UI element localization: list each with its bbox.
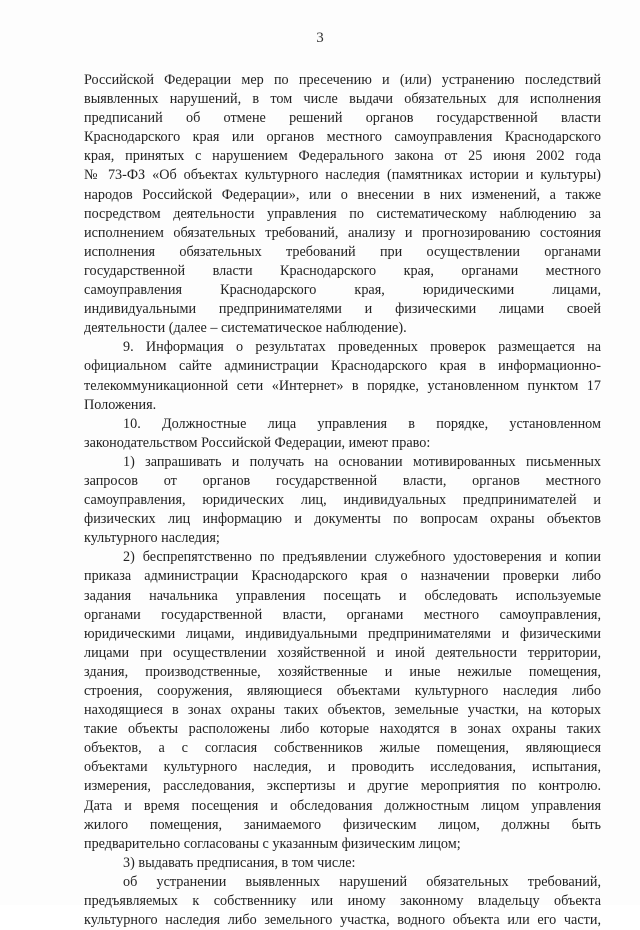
text-line: культурного наследия либо земельного участка, водного объекта или его части, [84,912,601,929]
text-line: приказа администрации Краснодарского края о назначении проверки либо [84,568,601,585]
text-line: измерения, расследования, экспертизы и другие мероприятия по контролю. [84,778,601,795]
text-line: здания, производственные, хозяйственные и иные нежилые помещения, [84,663,601,680]
text-line: № 73-ФЗ «Об объектах культурного наследия (памятниках истории и культуры) [84,167,601,184]
text-line: предварительно согласованы с указанным физическим лицом; [84,835,461,852]
text-line: Российской Федерации мер по пресечению и (или) устранению последствий [84,72,601,88]
text-line: органами государственной власти, органами местного самоуправления, [84,606,601,623]
text-line: выявленных нарушений, в том числе выдачи обязательных для исполнения [84,91,601,108]
text-line: исполнения обязательных требований при осуществлении органами [84,243,601,260]
text-line: 3) выдавать предписания, в том числе: [123,854,356,871]
text-line: об устранении выявленных нарушений обязательных требований, [123,873,601,890]
text-line: предписаний об отмене решений органов государственной власти [84,110,601,127]
text-line: объектов, а с согласия собственников жилые помещения, являющиеся [84,740,601,757]
document-body [84,71,601,930]
text-line: 1) запрашивать и получать на основании мотивированных письменных [123,453,601,470]
text-line: 9. Информация о результатах проведенных проверок размещается на [123,339,601,356]
text-line: Краснодарского края или органов местного самоуправления Краснодарского [84,129,601,146]
text-line: такие объекты расположены либо которые находятся в зонах охраны таких [84,721,601,738]
text-line: объектами культурного наследия, и проводить исследования, испытания, [84,759,601,776]
text-line: официальном сайте администрации Краснодарского края в информационно- [84,358,601,375]
text-line: культурного наследия; [84,530,220,547]
text-line: края, принятых с нарушением Федерального закона от 25 июня 2002 года [84,148,601,165]
text-line: физических лиц информацию и документы по вопросам охраны объектов [84,511,601,528]
text-line: 10. Должностные лица управления в порядке, установленном [123,415,601,432]
text-line: самоуправления Краснодарского края, юридическими лицами, [84,282,601,299]
text-line: Положения. [84,396,157,413]
text-line: деятельности (далее – систематическое наблюдение). [84,320,407,337]
text-line: посредством деятельности управления по систематическому наблюдению за [84,205,601,222]
text-line: телекоммуникационной сети «Интернет» в порядке, установленном пунктом 17 [84,377,601,394]
text-line: законодательством Российской Федерации, имеют право: [84,434,431,451]
text-line: Дата и время посещения и обследования должностным лицом управления [84,797,601,814]
text-line: юридическими лицами, индивидуальными предпринимателями и физическими [84,625,601,642]
text-line: запросов от органов государственной власти, органов местного [84,472,601,489]
text-line: государственной власти Краснодарского края, органами местного [84,262,601,279]
text-line: народов Российской Федерации», или о внесении в них изменений, а также [84,186,601,203]
text-line: индивидуальными предпринимателями и физическими лицами своей [84,301,601,318]
text-line: жилого помещения, занимаемого физическим лицом, должны быть [84,816,601,833]
text-line: строения, сооружения, являющиеся объектами культурного наследия либо [84,683,601,699]
text-line: предъявляемых к собственнику или иному законному владельцу объекта [84,893,601,910]
text-line: самоуправления, юридических лиц, индивидуальных предпринимателей и [84,492,601,509]
text-line: исполнением обязательных требований, анализу и прогнозированию состояния [84,224,601,241]
text-line: 2) беспрепятственно по предъявлении служебного удостоверения и копии [123,549,601,566]
text-line: находящиеся в зонах охраны таких объектов, земельные участки, на которых [84,702,601,719]
page-number: 3 [316,30,324,46]
text-line: лицами при осуществлении хозяйственной и иной деятельности территории, [84,644,601,661]
text-line: задания начальника управления посещать и обследовать используемые [84,587,601,604]
